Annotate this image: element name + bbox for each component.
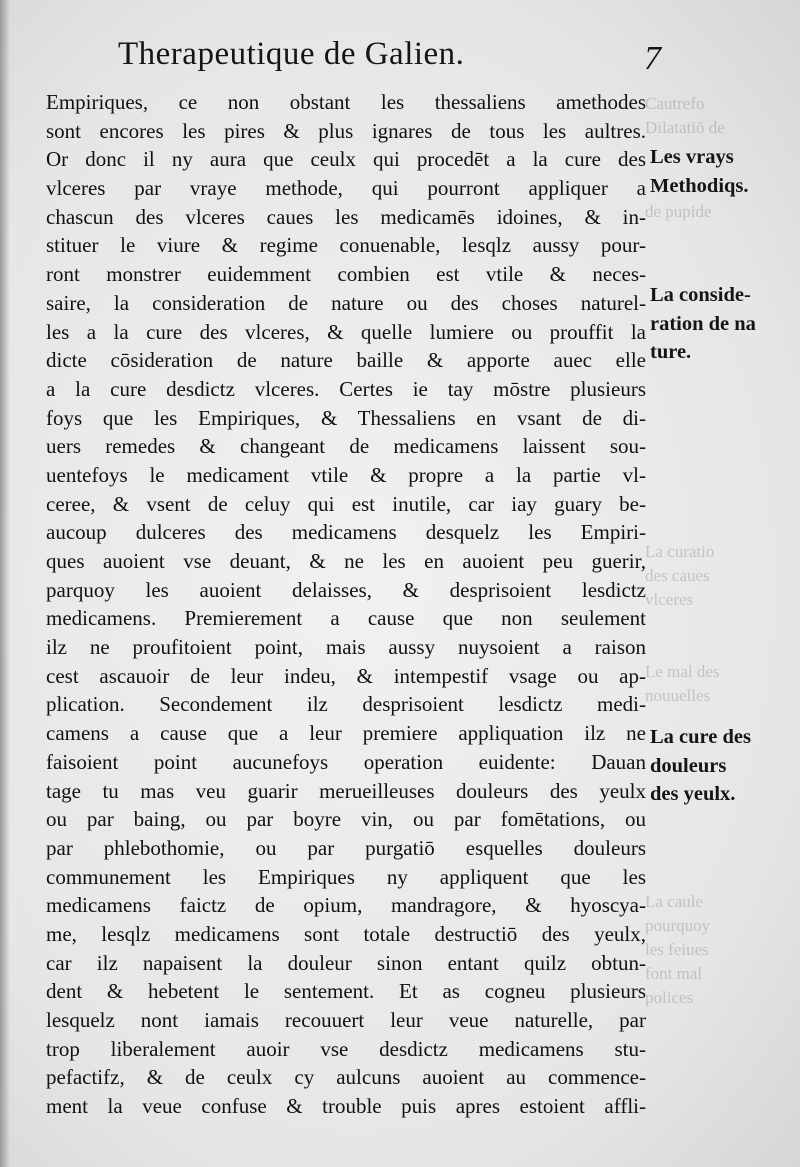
text-line: saire, la consideration de nature ou des choses naturel- (46, 290, 646, 315)
running-title: Therapeutique de Galien. (118, 36, 465, 72)
text-line: par phlebothomie, ou par purgatiō esquelles douleurs (46, 835, 646, 860)
text-line: Or donc il ny aura que ceulx qui procedēt a la cure des (46, 147, 646, 172)
text-line: aucoup dulceres des medicamens desquelz les Empiri- (46, 520, 646, 545)
text-line: ou par baing, ou par boyre vin, ou par fomētations, ou (46, 807, 646, 832)
marginal-notes (650, 0, 800, 1167)
text-line: pefactifz, & de ceulx cy aulcuns auoient au commence- (46, 1065, 646, 1090)
text-line: foys que les Empiriques, & Thessaliens en vsant de di- (46, 405, 646, 430)
gutter-shadow (0, 0, 10, 1167)
text-line: ilz ne proufitoient point, mais aussy nuysoient a raison (46, 635, 646, 660)
margin-note (650, 143, 749, 200)
margin-note (650, 281, 756, 367)
margin-note-line: La conside- (650, 284, 751, 306)
text-line: uers remedes & changeant de medicamens laissent sou- (46, 434, 646, 459)
text-line: medicamens. Premierement a cause que non seulement (46, 606, 646, 631)
text-line: cest ascauoir de leur indeu, & intempestif vsage ou ap- (46, 663, 646, 688)
page-number: 7 (644, 40, 661, 77)
show-through-text: La curatio des caues vlceres (645, 542, 715, 609)
text-line: ceree, & vsent de celuy qui est inutile, car iay guary be- (46, 491, 646, 516)
margin-note-line: douleurs (650, 754, 727, 777)
text-line: trop liberalement auoir vse desdictz medicamens stu- (46, 1036, 646, 1061)
margin-note-line: La cure des (650, 726, 751, 748)
text-line: ques auoient vse deuant, & ne les en auoient peu guerir, (46, 549, 646, 573)
text-line: dicte cōsideration de nature baille & apporte auec elle (46, 348, 646, 373)
margin-note-line: ration de na (650, 312, 756, 335)
show-through-text: Le mal des nouuelles (645, 662, 720, 705)
text-line: les a la cure des vlceres, & quelle lumiere ou prouffit la (46, 319, 646, 344)
text-line: chascun des vlceres caues les medicamēs idoines, & in- (46, 204, 646, 229)
text-line: faisoient point aucunefoys operation euidente: Dauan (46, 749, 646, 774)
main-text-block (46, 88, 646, 1121)
text-line: sont encores les pires & plus ignares de tous les aultres. (46, 118, 646, 143)
text-line: ront monstrer euidemment combien est vtile & neces- (46, 262, 646, 287)
margin-note (650, 723, 751, 809)
text-line: a la cure desdictz vlceres. Certes ie tay mōstre plusieurs (46, 376, 646, 401)
text-line: plication. Secondement ilz desprisoient lesdictz medi- (46, 692, 646, 717)
margin-note-line: Les vrays (650, 146, 734, 168)
text-line: car ilz napaisent la douleur sinon entant quilz obtun- (46, 950, 646, 975)
text-line: dent & hebetent le sentement. Et as cogneu plusieurs (46, 979, 646, 1004)
margin-note-line: Methodiqs. (650, 174, 749, 197)
text-line: ment la veue confuse & trouble puis apres estoient affli- (46, 1094, 646, 1119)
margin-note-line: ture. (650, 341, 692, 363)
text-line: me, lesqlz medicamens sont totale destructiō des yeulx, (46, 921, 646, 946)
text-line: Empiriques, ce non obstant les thessaliens amethodes (46, 90, 646, 114)
text-line: medicamens faictz de opium, mandragore, & hyoscya- (46, 893, 646, 918)
text-line: parquoy les auoient delaisses, & desprisoient lesdictz (46, 577, 646, 602)
show-through-text: Cautrefo Dilatatiō de (645, 94, 725, 137)
text-line: stituer le viure & regime conuenable, lesqlz aussy pour- (46, 233, 646, 258)
text-line: lesquelz nont iamais recouuert leur veue naturelle, par (46, 1008, 646, 1032)
text-line: camens a cause que a leur premiere appliquation ilz ne (46, 721, 646, 746)
text-line: uentefoys le medicament vtile & propre a la partie vl- (46, 462, 646, 487)
show-through-text: La caule pourquoy les feiues font mal polices (645, 892, 711, 1007)
text-line: communement les Empiriques ny appliquent que les (46, 864, 646, 889)
show-through-text: de pupide (645, 202, 712, 221)
text-line: tage tu mas veu guarir merueilleuses douleurs des yeulx (46, 778, 646, 803)
margin-note-line: des yeulx. (650, 783, 736, 805)
text-line: vlceres par vraye methode, qui pourront appliquer a (46, 176, 646, 201)
